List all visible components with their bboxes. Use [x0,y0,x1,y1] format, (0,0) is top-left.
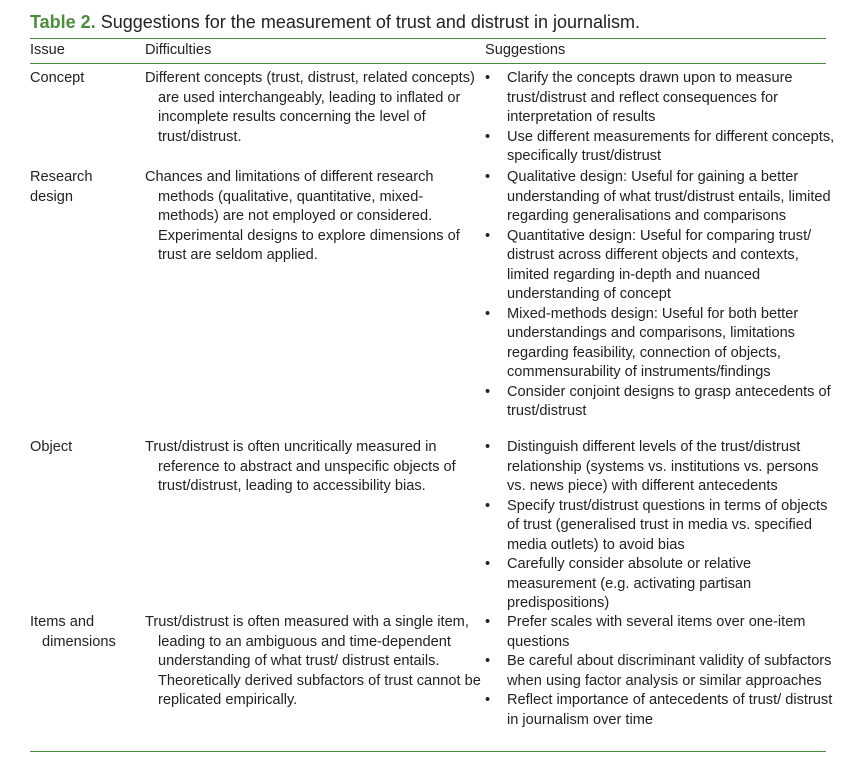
suggestion-item [485,652,835,691]
row-object-issue: Object [30,439,73,455]
suggestion-text: Specify trust/distrust questions in terms of objects of trust (generalised trust in media vs. specified media outlets) to avoid bias [507,497,828,553]
bullet-icon: • [485,227,491,244]
suggestion-text: Be careful about discriminant validity of subfactors when using factor analysis or similar approaches [507,653,832,689]
bullet-icon: • [485,556,491,572]
suggestion-text: Distinguish different levels of the trust/distrust relationship (systems vs. institutions vs. persons vs. news piece) with different antecedents [507,439,819,494]
row-object-suggestions [485,438,835,614]
suggestion-text: Reflect importance of antecedents of trust/ distrust in journalism over time [507,692,833,728]
table-caption [30,12,640,33]
row-research-design-suggestions [485,168,835,422]
suggestion-text: Quantitative design: Useful for comparing trust/ distrust across different objects and contexts, limited regarding in-depth and nuanced understanding of concept [507,227,812,302]
suggestion-text: Use different measurements for different concepts, specifically trust/distrust [507,128,835,164]
bullet-icon: • [485,614,491,630]
row-concept-issue: Concept [30,70,85,86]
header-difficulties: Difficulties [145,42,212,58]
suggestion-text: Clarify the concepts drawn upon to measure trust/distrust and reflect consequences for interpretation of results [507,70,793,125]
row-object-difficulties: Trust/distrust is often uncritically measured in reference to abstract and unspecific objects of trust/distrust, leading to accessibility bias. [145,439,456,494]
bullet-icon: • [485,653,491,669]
suggestion-item [485,305,835,383]
suggestion-text: Mixed-methods design: Useful for both better understandings and comparisons, limitations regarding feasibility, connection of objects, commensurability of instruments/findings [507,305,799,380]
suggestion-item [485,383,835,422]
table-header-rule [30,63,826,64]
row-research-design-issue [30,168,135,207]
bullet-icon: • [485,169,491,185]
issue-line: design [30,188,74,205]
suggestion-item [485,128,835,167]
bullet-icon: • [485,692,491,708]
suggestion-item [485,555,835,614]
bullet-icon: • [485,439,491,455]
suggestion-item [485,438,835,497]
bullet-icon: • [485,128,491,145]
suggestion-text: Consider conjoint designs to grasp antecedents of trust/distrust [507,383,831,419]
table-bottom-rule [30,751,826,752]
bullet-icon: • [485,497,491,514]
suggestion-item [485,227,835,305]
issue-line: dimensions [42,633,116,650]
table-caption-title: Suggestions for the measurement of trust and distrust in journalism. [100,12,640,32]
row-items-dimensions-issue [30,613,135,652]
suggestion-item [485,168,835,227]
table-caption-label: Table 2. [30,12,96,32]
row-concept-suggestions [485,69,835,167]
header-suggestions: Suggestions [485,42,566,58]
row-research-design-difficulties: Chances and limitations of different research methods (qualitative, quantitative, mixed-methods) are not employed or considered. Experimental designs to explore dimensions of trust are seldom applied. [145,169,460,263]
issue-line: Research [30,169,93,185]
row-concept-difficulties: Different concepts (trust, distrust, related concepts) are used interchangeably, leading to inflated or incomplete results concerning the level of trust/distrust. [145,70,475,145]
suggestion-item [485,497,835,556]
header-issue: Issue [30,42,65,58]
suggestion-item [485,69,835,128]
bullet-icon: • [485,305,491,322]
suggestion-item [485,613,835,652]
row-items-dimensions-difficulties: Trust/distrust is often measured with a single item, leading to an ambiguous and time-dependent understanding of what trust/ distrust entails. Theoretically derived subfactors of trust cannot be replicated empirically. [145,614,481,708]
row-items-dimensions-suggestions [485,613,835,730]
suggestion-text: Prefer scales with several items over one-item questions [507,614,806,650]
suggestion-text: Carefully consider absolute or relative measurement (e.g. activating partisan predispositions) [507,556,752,611]
issue-line: Items and [30,614,95,630]
suggestion-text: Qualitative design: Useful for gaining a better understanding of what trust/distrust entails, limited regarding generalisations and comparisons [507,169,831,224]
bullet-icon: • [485,383,491,400]
bullet-icon: • [485,70,491,86]
suggestion-item [485,691,835,730]
table-top-rule [30,38,826,39]
